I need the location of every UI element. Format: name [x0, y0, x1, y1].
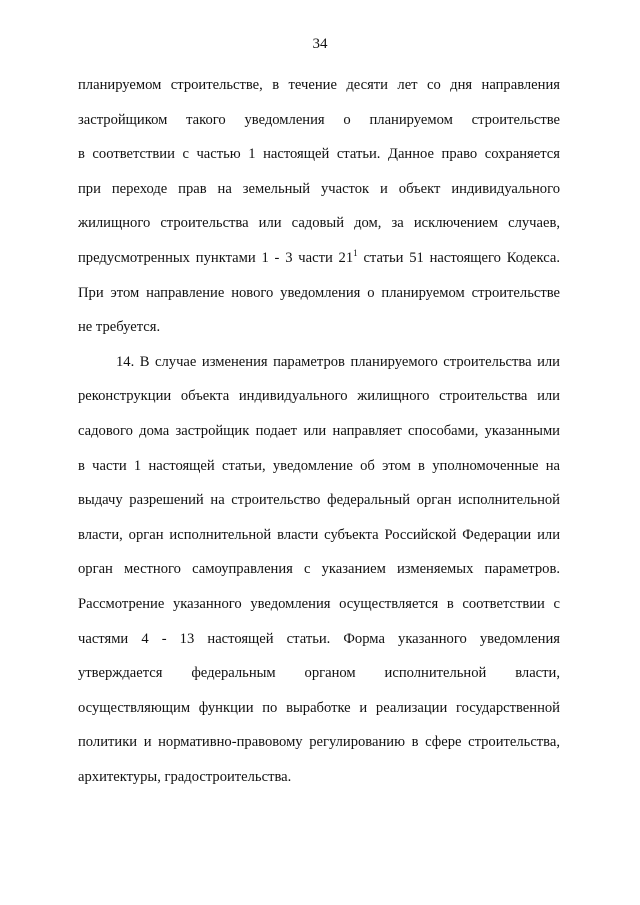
text-line: власти, орган исполнительной власти субъекта Российской Федерации или — [78, 526, 560, 543]
text-line: архитектуры, градостроительства. — [78, 768, 292, 785]
text-line: осуществляющим функции по выработке и реализации государственной — [78, 699, 560, 716]
text-line: 14. В случае изменения параметров планируемого строительства или — [116, 353, 560, 370]
text-line: выдачу разрешений на строительство федеральный орган исполнительной — [78, 492, 560, 509]
text-line: садового дома застройщик подает или направляет способами, указанными — [78, 422, 560, 439]
text-line: в части 1 настоящей статьи, уведомление об этом в уполномоченные на — [78, 457, 560, 474]
text-line: частями 4 - 13 настоящей статьи. Форма указанного уведомления — [78, 630, 560, 647]
text-line-with-superscript — [78, 241, 560, 276]
text-line: в соответствии с частью 1 настоящей статьи. Данное право сохраняется — [78, 146, 560, 163]
text-line: политики и нормативно-правовому регулированию в сфере строительства, — [78, 734, 560, 751]
superscript: 1 — [353, 247, 358, 258]
text-line: не требуется. — [78, 319, 161, 336]
text-fragment: статьи 51 настоящего Кодекса. — [357, 249, 560, 266]
text-line: реконструкции объекта индивидуального жилищного строительства или — [78, 388, 560, 405]
page-number: 34 — [312, 36, 328, 52]
text-line: При этом направление нового уведомления о планируемом строительстве — [78, 284, 560, 301]
paragraph-continuation — [78, 68, 560, 345]
text-line: планируемом строительстве, в течение десяти лет со дня направления — [78, 77, 560, 93]
text-line: застройщиком такого уведомления о планируемом строительстве — [78, 111, 560, 128]
text-line: Рассмотрение указанного уведомления осуществляется в соответствии с — [78, 595, 560, 612]
paragraph-14 — [78, 345, 560, 795]
text-line: жилищного строительства или садовый дом, за исключением случаев, — [78, 215, 560, 232]
text-fragment: предусмотренных пунктами 1 - 3 части 21 — [78, 249, 354, 266]
text-line: утверждается федеральным органом исполнительной власти, — [78, 665, 560, 682]
text-line: при переходе прав на земельный участок и объект индивидуального — [78, 180, 560, 197]
text-line: орган местного самоуправления с указанием изменяемых параметров. — [78, 561, 560, 578]
document-body — [78, 68, 560, 794]
